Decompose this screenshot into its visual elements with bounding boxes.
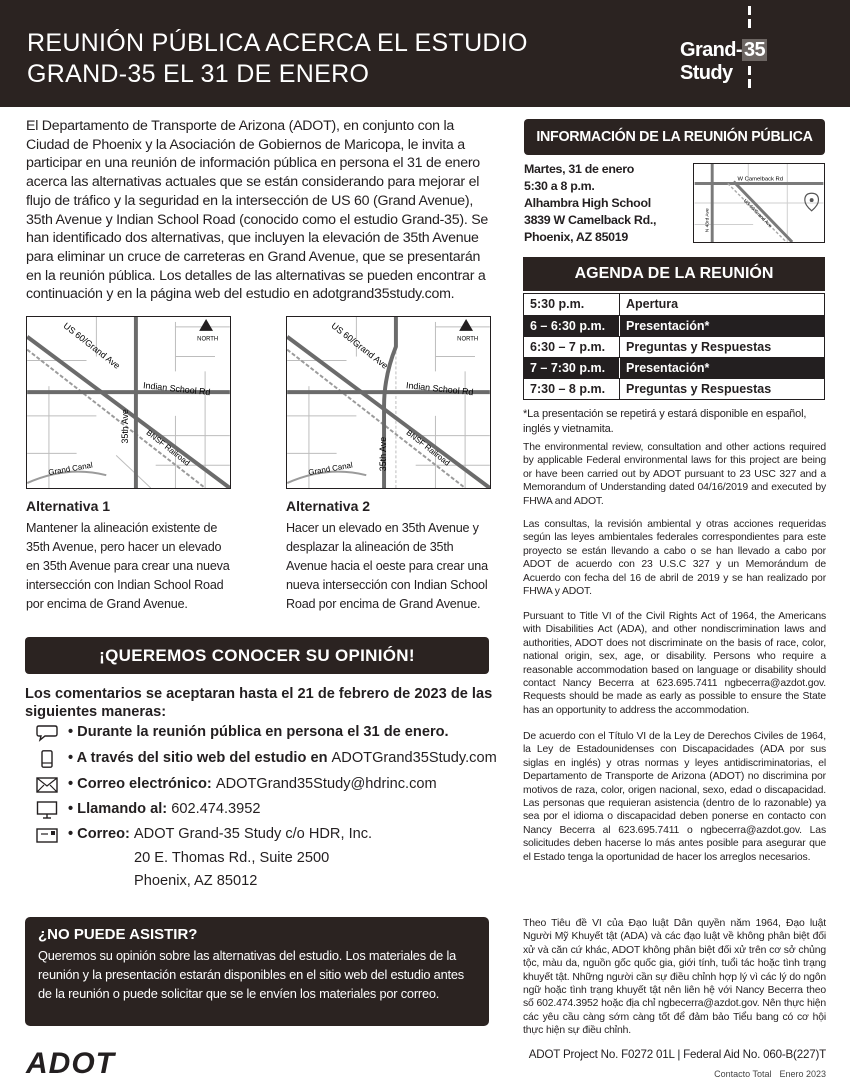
monitor-icon xyxy=(36,801,58,819)
mailbox-icon xyxy=(36,826,58,844)
mobile-phone-icon xyxy=(36,750,58,768)
canal-label: Grand Canal xyxy=(47,460,94,478)
grand35-logo xyxy=(680,6,820,96)
comment-method-label: • Llamando al: xyxy=(68,801,172,817)
alternative-1-description: Mantener la alineación existente de 35th Avenue, pero hacer un elevado en 35th Avenue para crear una nueva intersección con Indian School Road por encima de Grand Avenue. xyxy=(26,521,230,611)
agenda-title: AGENDA DE LA REUNIÓN xyxy=(523,257,825,291)
project-number: ADOT Project No. F0272 01L | Federal Aid No. 060-B(227)T xyxy=(528,1048,826,1061)
alternative-2-map xyxy=(286,316,491,489)
page-title: REUNIÓN PÚBLICA ACERCA EL ESTUDIO GRAND-35 EL 31 DE ENERO xyxy=(27,29,528,88)
comments-banner: ¡QUEREMOS CONOCER SU OPINIÓN! xyxy=(25,637,489,674)
bnsf-label: BNSF Railroad xyxy=(144,428,192,468)
35th-ave-label: 35th Ave xyxy=(378,436,389,472)
bnsf-label: BNSF Railroad xyxy=(404,428,452,468)
agenda-time: 6:30 – 7 p.m. xyxy=(524,337,620,357)
agenda-activity: Apertura xyxy=(626,297,679,311)
comments-lead: Los comentarios se aceptaran hasta el 21 de febrero de 2023 de las siguientes maneras: xyxy=(25,686,493,720)
legal-paragraph-en-1: The environmental review, consultation and other actions required by applicable Federal environmental laws for this project are being or have been carried out by ADOT pursuant to 23 USC 327 and a Memorandum of Understanding dated 04/16/2019 and executed by FHWA and ADOT. xyxy=(523,442,826,507)
cant-attend-box xyxy=(25,917,489,1026)
adot-logo: ADOT xyxy=(26,1047,115,1080)
email-link[interactable]: ADOTGrand35Study@hdrinc.com xyxy=(215,776,437,792)
north-label: NORTH xyxy=(197,336,219,343)
indian-school-label: Indian School Rd xyxy=(142,380,211,398)
mail-address-line3: Phoenix, AZ 85012 xyxy=(134,873,258,889)
cant-attend-title: ¿NO PUEDE ASISTIR? xyxy=(38,926,198,943)
logo-road-dash xyxy=(748,19,751,28)
agenda-row xyxy=(524,315,824,336)
logo-text-post: Study xyxy=(680,62,733,84)
agenda-table xyxy=(523,293,825,400)
logo-road-dash xyxy=(748,6,751,15)
meeting-location-map-svg xyxy=(694,164,824,242)
agenda-time: 7 – 7:30 p.m. xyxy=(524,358,620,378)
camelback-label: W Camelback Rd xyxy=(737,176,784,183)
meeting-address1: 3839 W Camelback Rd., xyxy=(524,213,657,227)
footer-date: Enero 2023 xyxy=(779,1069,826,1079)
meeting-info-banner: INFORMACIÓN DE LA REUNIÓN PÚBLICA xyxy=(524,119,825,155)
35th-ave-label: 35th Ave xyxy=(120,409,131,444)
envelope-icon xyxy=(36,776,58,794)
legal-paragraph-vi: Theo Tiêu đề VI của Đạo luật Dân quyền năm 1964, Đạo luật Người Mỹ Khuyết tật (ADA) và các đạo luật về không phân biệt đối xử và căn cứ khác, ADOT không phân biệt đối xử trên cơ sở chủng tộc, màu da, nguồn gốc quốc gia, giới tính, tuổi tác hoặc tình trạng khuyết tật. Những người cần sự điều chỉnh hợp lý vì các lý do ngôn ngữ hoặc tình trạng khuyết tật nên liên hệ với Nancy Becerra theo số 602.474.3952 hoặc địa chỉ ngbecerra@azdot.gov. Nên thực hiện các yêu cầu càng sớm càng tốt để đảm bảo Tiểu bang có cơ hội thực hiện sự điều chỉnh. xyxy=(523,918,826,1037)
comment-method-label: • A través del sitio web del estudio en xyxy=(68,750,332,766)
agenda-activity: Presentación* xyxy=(626,319,710,333)
agenda-activity: Presentación* xyxy=(626,361,710,375)
agenda-time: 7:30 – 8 p.m. xyxy=(524,379,620,399)
alternative-1-title: Alternativa 1 xyxy=(26,498,111,514)
agenda-row xyxy=(524,336,824,357)
canal-label: Grand Canal xyxy=(307,460,354,478)
mail-address-line1: ADOT Grand-35 Study c/o HDR, Inc. xyxy=(133,826,373,842)
cant-attend-text: Queremos su opinión sobre las alternativas del estudio. Los materiales de la reunión y la presentación estarán disponibles en el sitio web del estudio antes de la reunión o puede solicitar que se le envíen los materiales por correo. xyxy=(38,948,464,1001)
website-link[interactable]: ADOTGrand35Study.com xyxy=(331,750,497,766)
comment-method-label: • Durante la reunión pública en persona el 31 de enero. xyxy=(68,724,449,740)
43rd-ave-label: N 43rd Ave xyxy=(705,208,711,233)
legal-paragraph-es-2: De acuerdo con el Título VI de la Ley de Derechos Civiles de 1964, la Ley de Estadounidenses con Discapacidades (ADA por sus siglas en inglés) y otras normas y leyes antidiscriminatorias, el Departamento de Transporte de Arizona (ADOT) no discrimina por motivos de raza, color, origen nacional, sexo, edad o discapacidad. Las personas que requieran asistencia (dentro de lo razonable) ya sea por el idioma o discapacidad deben ponerse en contacto con Nancy Becerra al 623.695.7411 o ngbecerra@azdot.gov. Las solicitudes deben hacerse lo más antes posible para asegurar que el Estado tenga la oportunidad de hacer los arreglos necesarios. xyxy=(523,731,826,863)
footer-contact: Contacto Total xyxy=(714,1069,772,1079)
footer-meta xyxy=(706,1069,826,1079)
alternative-1-map-svg xyxy=(27,317,230,488)
meeting-time: 5:30 a 8 p.m. xyxy=(524,179,595,193)
agenda-row xyxy=(524,378,824,399)
agenda-activity: Preguntas y Respuestas xyxy=(626,340,772,354)
agenda-row xyxy=(524,357,824,378)
logo-road-dash xyxy=(748,79,751,88)
logo-road-dash xyxy=(748,66,751,75)
meeting-date: Martes, 31 de enero xyxy=(524,162,634,176)
us60-label: US 60/Grand Ave xyxy=(329,320,390,371)
logo-text-pre: Grand- xyxy=(680,39,742,61)
indian-school-label: Indian School Rd xyxy=(405,380,474,398)
alternative-2-title: Alternativa 2 xyxy=(286,498,371,514)
meeting-address2: Phoenix, AZ 85019 xyxy=(524,230,628,244)
legal-paragraph-en-2: Pursuant to Title VI of the Civil Rights Act of 1964, the Americans with Disabilities Act (ADA), and other nondiscrimination laws and authorities, ADOT does not discriminate on the basis of race, color, national origin, sex, age, or disability. Persons who require a reasonable accommodation based on language or disability should contact Nancy Becerra at 623.695.7411 ngbecerra@azdot.gov. Requests should be made as early as possible to ensure the State has an opportunity to address the accommodation. xyxy=(523,611,826,716)
legal-paragraph-es-1: Las consultas, la revisión ambiental y otras acciones requeridas según las leyes ambientales federales correspondientes para este proyecto se están llevando a cabo o se han llevado a cabo por ADOT de acuerdo con 23 U.S.C 327 y un Memorándum de Acuerdo con fecha del 16 de abril de 2019 y se han realizado por FHWA y ADOT. xyxy=(523,519,826,598)
intro-paragraph: El Departamento de Transporte de Arizona (ADOT), en conjunto con la Ciudad de Phoenix y la Asociación de Gobiernos de Maricopa, le invita a participar en una reunión de información pública en persona el 31 de enero acerca las alternativas actuales que se están considerando para mejorar el flujo de tráfico y la seguridad en la intersección de US 60 (Grand Avenue), 35th Avenue y Indian School Road (conocido como el estudio Grand-35). Se han identificado dos alternativas, que incluyen la elevación de 35th Avenue para eliminar un cruce de carreteras en Grand Avenue, que se presentarán en la reunión pública. Los detalles de las alternativas se pueden encontrar a continuación y en la página web del estudio en adotgrand35study.com. xyxy=(26,118,489,303)
header-banner xyxy=(0,0,850,107)
agenda-row xyxy=(524,294,824,315)
us60-mini-label: US 60/Grand Ave xyxy=(741,198,773,230)
north-label: NORTH xyxy=(457,336,479,343)
alternative-2-description: Hacer un elevado en 35th Avenue y desplazar la alineación de 35th Avenue hacia el oeste para crear una nueva intersección con Indian School Road por encima de Grand Avenue. xyxy=(286,521,488,611)
agenda-activity: Preguntas y Respuestas xyxy=(626,382,772,396)
mail-address-line2: 20 E. Thomas Rd., Suite 2500 xyxy=(134,850,330,866)
us60-label: US 60/Grand Ave xyxy=(61,320,122,371)
agenda-time: 6 – 6:30 p.m. xyxy=(524,316,620,336)
agenda-note: *La presentación se repetirá y estará disponible en español, inglés y vietnamita. xyxy=(523,408,807,435)
alternative-1-map xyxy=(26,316,231,489)
meeting-details xyxy=(524,161,694,246)
agenda-time: 5:30 p.m. xyxy=(524,294,620,315)
meeting-location-map xyxy=(693,163,825,243)
comment-method-label: • Correo: xyxy=(68,826,134,842)
alternative-2-map-svg xyxy=(287,317,490,488)
phone-number[interactable]: 602.474.3952 xyxy=(171,801,261,817)
comment-method-label: • Correo electrónico: xyxy=(68,776,216,792)
speech-bubble-icon xyxy=(36,724,58,742)
logo-text-num: 35 xyxy=(743,39,766,61)
meeting-place: Alhambra High School xyxy=(524,196,651,210)
